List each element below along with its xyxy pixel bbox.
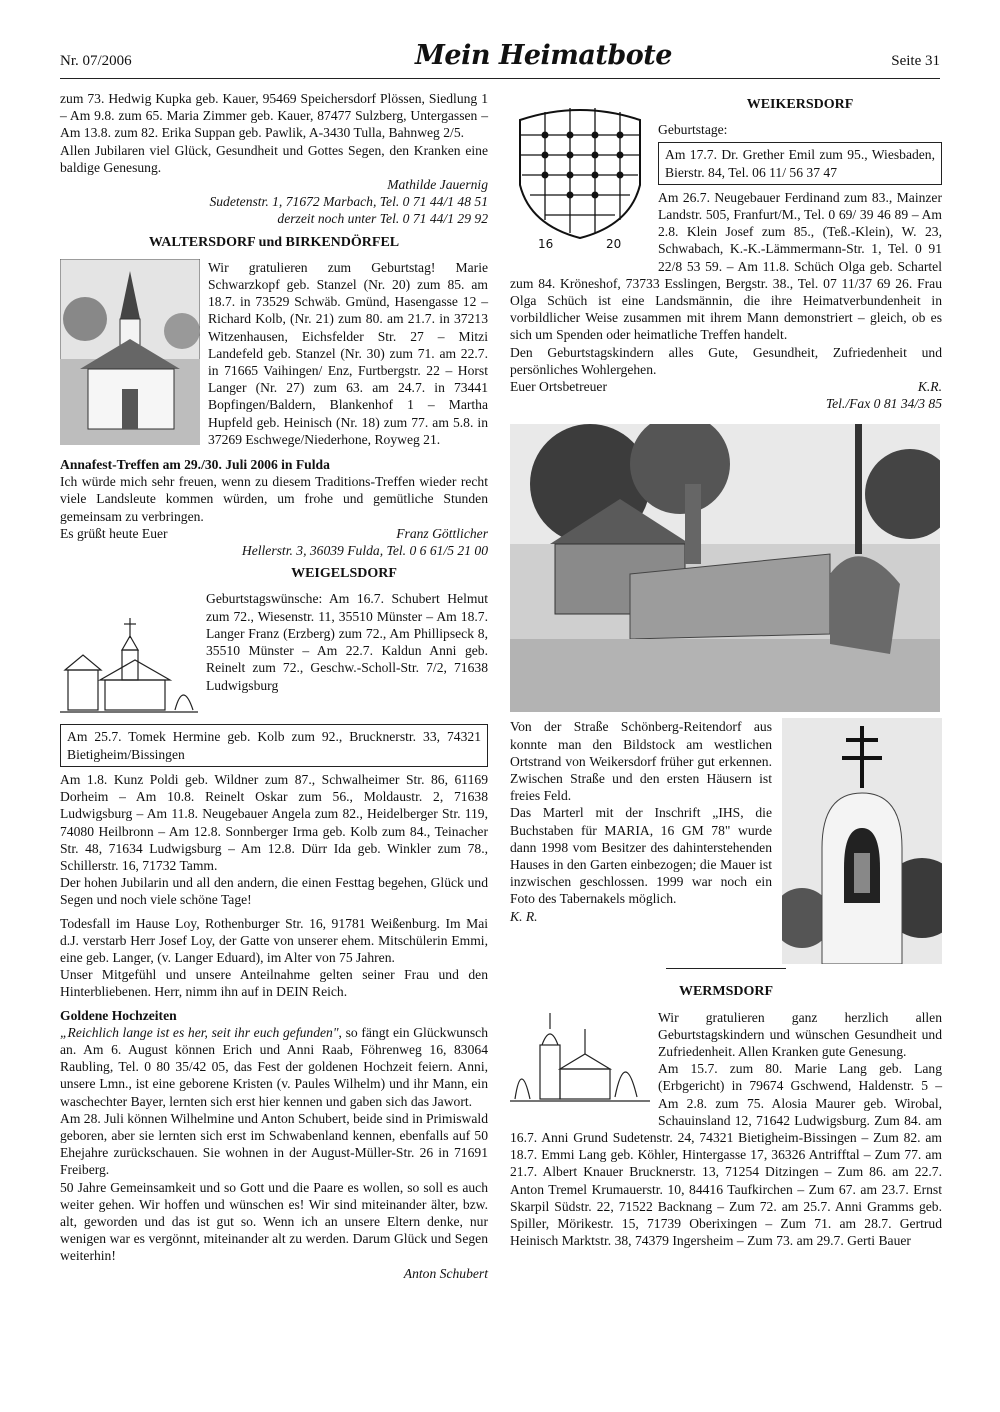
wall-photo-image bbox=[510, 424, 940, 712]
annafest-signature: Franz Göttlicher bbox=[396, 525, 488, 541]
issue-number: Nr. 07/2006 bbox=[60, 53, 132, 69]
chapel-illustration bbox=[60, 259, 200, 445]
obituary-condolence: Unser Mitgefühl und unsere Anteilnahme gelten seiner Frau und den Hinterbliebenen. Herr, nimm ihn auf in DEIN Reich. bbox=[60, 967, 488, 1000]
chapel-photo bbox=[60, 259, 200, 445]
page-number: Seite 31 bbox=[891, 53, 940, 69]
wermsdorf-sketch bbox=[510, 1009, 650, 1119]
weikersdorf-sig-label: Euer Ortsbetreuer bbox=[510, 379, 607, 395]
heading-golden-wedding: Goldene Hochzeiten bbox=[60, 1007, 177, 1023]
header-rule bbox=[60, 78, 940, 79]
weikersdorf-wish: Den Geburtstagskindern alles Gute, Gesundheit, Zufriedenheit und persönliches Wohlergehen. bbox=[510, 344, 942, 377]
wayside-shrine-image bbox=[782, 718, 942, 964]
village-sketch bbox=[60, 610, 198, 720]
wermsdorf-more: Am 15.7. zum 80. Marie Lang geb. Lang (Erbgericht) in 79674 Gschwend, Haldenstr. 5 – Am 2.8. zum 75. Alosia Maurer geb. Wirobal, Schauinsland 12, 71642 Ludwigsburg. Zum 84. am 16.7. Anni Grund Sudetenstr. 24, 74321 Bietigheim-Bissingen – Zum 82. am 18.7. Emmi Lang geb. Köhler, Hintergasse 17, 36326 Antrifftal – Zum 77. am 21.7. Albert Knauer Brucknerstr. 13, 71254 Ditzingen – Zum 86. am 22.7. Anton Tremel Krumauerstr. 10, 84416 Taufkirchen – Zum 67. am 23.7. Ernst Skarpil Südstr. 22, 71522 Backnang – Zum 72. am 25.7. Anni Gramms geb. Spiller, Mörikestr. 15, 71739 Oberixingen – Zum 71. am 28.7. Gertrud Heinisch Marktstr. 38, 74379 Ingersheim – Zum 73. am 29.7. Gerti Bauer bbox=[510, 1061, 942, 1249]
weikersdorf-crest bbox=[510, 90, 650, 256]
golden-quote: „Reichlich lange ist es her, seit ihr euch gefunden" bbox=[60, 1024, 339, 1040]
weikersdorf-sig-initials: K.R. bbox=[917, 379, 942, 395]
weigelsdorf-text: Geburtstagswünsche: Am 16.7. Schubert Helmut zum 72., Wiesenstr. 11, 35510 Münster – Am 18.7. Langer Franz (Erzberg) zum 72., Am Phillipseck 8, 35510 Münster – Am 22.7. Kaldun Anni geb. Reinelt zum 72., Geschw.-Scholl-Str. 7/2, 71638 Ludwigsburg bbox=[206, 591, 488, 693]
section-divider bbox=[666, 968, 786, 969]
cross-photo bbox=[782, 718, 942, 964]
left-wishes: Allen Jubilaren viel Glück, Gesundheit und Gottes Segen, den Kranken eine baldige Genesung. bbox=[60, 142, 488, 175]
heading-wermsdorf: WERMSDORF bbox=[678, 984, 774, 1000]
signature-name: Mathilde Jauernig bbox=[387, 177, 488, 193]
crest-year-left: 16 bbox=[538, 237, 554, 251]
crest-icon bbox=[510, 90, 650, 240]
obituary-text: Todesfall im Hause Loy, Rothenburger Str. 16, 91781 Weißenburg. Im Mai d.J. verstarb Herr Josef Loy, der Gatte von unserer ehem. Mitschülerin Emmi, eine geb. Langer, (v. Langer Eduard), im Alter von 75 Jahren. bbox=[60, 915, 488, 965]
weigelsdorf-box: Am 25.7. Tomek Hermine geb. Kolb zum 92., Brucknerstr. 33, 74321 Bietigheim/Bissingen bbox=[60, 724, 488, 766]
church-illustration bbox=[510, 1009, 650, 1119]
weigelsdorf-more: Am 1.8. Kunz Poldi geb. Wildner zum 87., Schwalheimer Str. 86, 61169 Dorheim – Am 10.8. Reinelt Oskar zum 56., Moldaustr. 2, 71638 Ludwigsburg – Am 11.8. Neugebauer Angela zum 82., Heidelberger Str. 119, 74080 Heilbronn – Am 12.8. Sonnberger Irma geb. Kolb zum 84., Teinacher Str. 48, 71634 Ludwigsburg – Am 12.8. Dürr Ida geb. Winkler zum 78., Schillerstr. 16, 71732 Tamm. bbox=[60, 771, 488, 873]
right-column bbox=[510, 90, 942, 1250]
shrine-signature: K. R. bbox=[510, 908, 538, 924]
weikersdorf-sub: Geburtstage: bbox=[658, 122, 728, 138]
annafest-greeting: Es grüßt heute Euer bbox=[60, 525, 168, 541]
golden-text: , so fängt ein Glückwunsch an. Am 6. August können Erich und Anni Raab, Föhrenweg 16, 83064 Raubling, Tel. 0 80 35/42 05, das Fest der goldenen Hochzeit feiern. Anni, unsere Lmn., ist eine geborene Kristen (v. Paules Wilhelm) und ihr Mann, ein waschechter Bayer, lernten sich erst hier kennen und gaben sich das Jawort. bbox=[60, 1024, 488, 1109]
heading-weigelsdorf: WEIGELSDORF bbox=[291, 566, 397, 582]
village-illustration bbox=[60, 610, 198, 720]
signature-tel: derzeit noch unter Tel. 0 71 44/1 29 92 bbox=[277, 211, 488, 227]
shrine-text: Von der Straße Schönberg-Reitendorf aus konnte man den Bildstock am westlichen Ortstrand von Weikersdorf früher gut erkennen. Zwischen Straße und den ersten Häusern ist freies Feld. bbox=[510, 719, 772, 804]
heading-annafest: Annafest-Treffen am 29./30. Juli 2006 in Fulda bbox=[60, 457, 330, 473]
golden-paragraph-3: 50 Jahre Gemeinsamkeit und so Gott und die Paare es wollen, so soll es auch weiter gehen. Wir hoffen und wünschen es! Wir sind miteinander älter, bzw. alt, geworden und das ist gut so. Wenn ich an unsere Eltern denke, nur wenigen war es vergönnt, miteinander alt zu werden. Darum Glück und Segen weiterhin! bbox=[60, 1179, 488, 1264]
annafest-text: Ich würde mich sehr freuen, wenn zu diesem Traditions-Treffen wieder recht viele Landsleute kommen würden, um frohe und gemütliche Stunden gemeinsam zu verbringen. bbox=[60, 474, 488, 524]
left-column bbox=[60, 90, 488, 1282]
shrine-text-2: Das Marterl mit der Inschrift „IHS, die Buchstaben für MARIA, 16 GM 78" wurde dann 1998 vom Besitzer des dahinterstehenden Hauses in den Garten einbezogen; die Mauer ist inzwischen geschlossen. 1999 war noch ein Foto des Tabernakels möglich. bbox=[510, 805, 772, 907]
masthead-title: Mein Heimatbote bbox=[415, 40, 672, 71]
weikersdorf-box: Am 17.7. Dr. Grether Emil zum 95., Wiesbaden, Bierstr. 84, Tel. 06 11/ 56 37 47 bbox=[658, 142, 942, 184]
weigelsdorf-wish: Der hohen Jubilarin und all den andern, die einen Festtag begehen, Glück und Segen und noch viele schöne Tage! bbox=[60, 875, 488, 908]
weikersdorf-text: Am 26.7. Neugebauer Ferdinand zum 83., Mainzer Landstr. 505, Franfurt/M., Tel. 0 69/ 39 46 89 – Am 2.8. Klein Josef zum 85., (Teß.-Klein), W. 23, Schwabach, K.-K.-Lämmermann-Str. 1, Tel. 0 91 22/8 53 59. – Am 11.8. Schüch Olga geb. Schartel zum 84. Kröneshof, 73733 Esslingen, Bergstr. 38., Tel. 07 11/37 69 26. Frau Olga Schüch ist eine Landsmännin, die ihre Heimatverbundenheit in vorbildlicher Weise zusammen mit ihrem Mann demonstriert – gleich, ob es sich um Spenden oder heimatliche Treffen handelt. bbox=[510, 189, 942, 343]
heading-weikersdorf: WEIKERSDORF bbox=[746, 97, 854, 112]
signature-address: Sudetenstr. 1, 71672 Marbach, Tel. 0 71 44/1 48 51 bbox=[209, 194, 488, 210]
wermsdorf-text: Wir gratulieren ganz herzlich allen Geburtstagskindern und wünschen Gesundheit und Zufriedenheit. Allen Kranken gute Genesung. bbox=[658, 1009, 942, 1060]
left-intro: zum 73. Hedwig Kupka geb. Kauer, 95469 Speichersdorf Plössen, Siedlung 1 – Am 9.8. zum 65. Maria Zimmer geb. Kauer, 87477 Sulzberg, Untergassen – Am 13.8. zum 82. Erika Suppan geb. Pawlik, A-3430 Tulla, Bahnweg 2/5. bbox=[60, 91, 488, 141]
crest-year-right: 20 bbox=[606, 237, 622, 251]
weikersdorf-tel: Tel./Fax 0 81 34/3 85 bbox=[825, 396, 942, 412]
heading-waltersdorf: WALTERSDORF und BIRKENDÖRFEL bbox=[148, 234, 400, 250]
annafest-address: Hellerstr. 3, 36039 Fulda, Tel. 0 6 61/5 21 00 bbox=[241, 543, 488, 559]
waltersdorf-text: Wir gratulieren zum Geburtstag! Marie Schwarzkopf geb. Stanzel (Nr. 20) zum 85. am 18.7. in 73529 Schwäb. Gmünd, Hasengasse 12 – Richard Kolb, (Nr. 21) zum 80. am 21.7. in 37213 Witzenhausen, Eichsfelder Str. 27 – Mitzi Landefeld geb. Stanzel (Nr. 30) zum 71. am 22.7. in 71665 Vaihingen/ Enz, Furtbergstr. 22 – Horst Langer (Nr. 27) zum 63. am 24.7. in 73441 Bopfingen/Baldern, Blankenhof 1 – Martha Hupfeld geb. Heinisch (Nr. 18) zum 77. am 5.8. in 37269 Eschwege/Niederhone, Royweg 21. bbox=[208, 259, 488, 447]
golden-signature: Anton Schubert bbox=[403, 1265, 488, 1281]
golden-paragraph-2: Am 28. Juli können Wilhelmine und Anton Schubert, beide sind in Primiswald geboren, aber sie lernten sich erst im Schwabenland kennen, ebenfalls auf 50 Ehejahre zurückschauen. Sie wohnen in der August-Müller-Str. 26 in 71691 Freiberg. bbox=[60, 1110, 488, 1178]
wall-photo bbox=[510, 424, 940, 712]
